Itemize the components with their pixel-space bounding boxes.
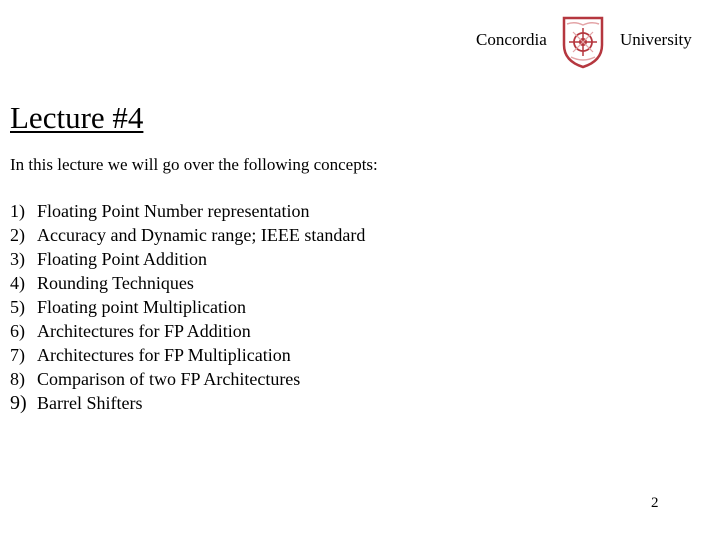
list-item-text: Comparison of two FP Architectures [37,369,301,389]
page-number: 2 [651,495,659,511]
list-item [10,345,365,369]
list-item [10,369,365,393]
list-item-number: 5) [10,297,25,317]
concept-list [10,201,365,417]
list-item [10,249,365,273]
list-item-number: 2) [10,225,25,245]
list-item [10,321,365,345]
list-item [10,393,365,417]
list-item-text: Rounding Techniques [37,273,194,293]
list-item-number: 6) [10,321,25,341]
list-item-text: Architectures for FP Multiplication [37,345,291,365]
list-item [10,273,365,297]
list-item-number: 4) [10,273,25,293]
list-item-text: Floating Point Number representation [37,201,310,221]
list-item [10,225,365,249]
list-item [10,201,365,225]
header-university: University [620,30,692,49]
header-concordia: Concordia [476,30,547,49]
list-item-text: Floating point Multiplication [37,297,246,317]
list-item-number: 1) [10,201,25,221]
university-crest-icon [561,15,605,69]
list-item-text: Architectures for FP Addition [37,321,251,341]
list-item-number: 9) [10,392,27,414]
list-item-number: 3) [10,249,25,269]
list-item-number: 8) [10,369,25,389]
list-item-text: Accuracy and Dynamic range; IEEE standard [37,225,366,245]
list-item-text: Barrel Shifters [37,393,143,413]
list-item-text: Floating Point Addition [37,249,208,269]
page-title: Lecture #4 [10,100,144,135]
list-item [10,297,365,321]
list-item-number: 7) [10,345,25,365]
intro-text: In this lecture we will go over the following concepts: [10,155,378,174]
